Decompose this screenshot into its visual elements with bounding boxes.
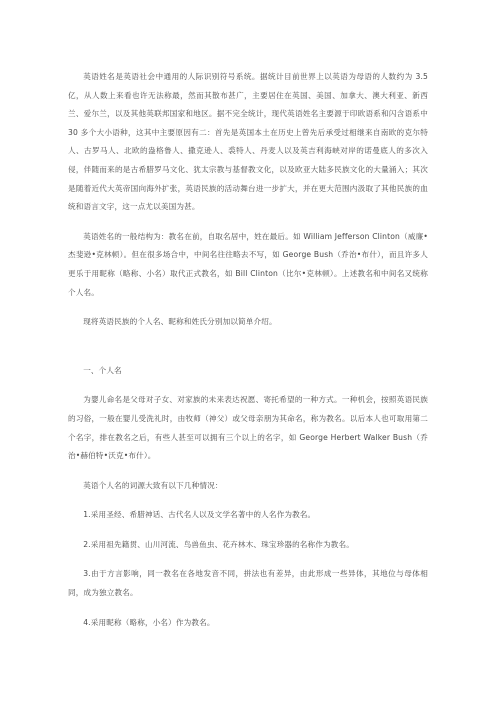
list-item-2: 2.采用祖先籍贯、山川河流、鸟兽鱼虫、花卉林木、珠宝珍器的名称作为教名。 bbox=[83, 539, 355, 549]
list-item-1: 1.采用圣经、希腊神话、古代名人以及文学名著中的人名作为教名。 bbox=[83, 510, 316, 520]
paragraph-overview: 现将英语民族的个人名、昵称和姓氏分别加以简单介绍。 bbox=[83, 317, 277, 327]
paragraph-intro: 英语姓名是英语社会中通用的人际识别符号系统。据统计目前世界上以英语为母语的人数约为 3.5 亿，从人数上来看也许无法称最，然而其散布甚广，主要居住在英国、美国、加拿大、澳大利亚、新西兰、爱尔兰，以及其他英联邦国家和地区。据不完全统计，现代英语姓名主要源于印欧语系和闪含语系中 30 多个大小语种，这其中主要原因有二：首先是英国本土在历史上曾先后承受过相继来自南欧的克尔特人、古罗马人、北欧的盎格鲁人、撒克逊人、裘特人、丹麦人以及英吉利海峡对岸的诺曼底人的多次入侵，伴随而来的是古希腊罗马文化、犹太宗教与基督教文化，以及欧亚大陆多民族文化的大量涌入；其次是随着近代大英帝国向海外扩张，英语民族的活动舞台进一步扩大，并在更大范围内汲取了其他民族的血统和语言文字，这一点尤以美国为甚。 bbox=[68, 72, 428, 212]
paragraph-name-structure: 英语姓名的一般结构为：教名在前，自取名居中，姓在最后。如 William Jefferson Clinton（威廉•杰斐逊•克林顿）。但在很多场合中，中间名往往略去不写，如 George Bush（乔治•布什），而且许多人更乐于用昵称（略称、小名）取代正式教名，如 Bill Clinton（比尔•克林顿）。上述教名和中间名又统称个人名。 bbox=[68, 231, 428, 297]
paragraph-naming-custom: 为婴儿命名是父母对子女、对家族的未来表达祝愿、寄托希望的一种方式。一种机会，按照英语民族的习俗，一般在婴儿受洗礼时，由牧师（神父）或父母亲朋为其命名，称为教名。以后本人也可取用第二个名字，排在教名之后，有些人甚至可以拥有三个以上的名字，如 George Herbert Walker Bush（乔治•赫伯特•沃克•布什）。 bbox=[68, 395, 428, 461]
list-item-4: 4.采用昵称（略称，小名）作为教名。 bbox=[83, 617, 215, 627]
paragraph-etymology-intro: 英语个人名的词源大致有以下几种情况： bbox=[83, 480, 223, 490]
list-item-3: 3.由于方言影响，同一教名在各地发音不同，拼法也有差异，由此形成一些异体，其地位与母体相同，成为独立教名。 bbox=[68, 569, 428, 598]
section-heading-personal-name: 一、个人名 bbox=[83, 365, 122, 375]
